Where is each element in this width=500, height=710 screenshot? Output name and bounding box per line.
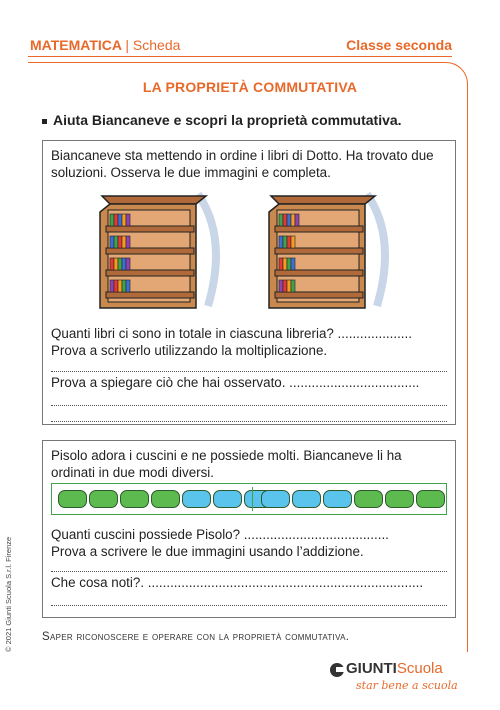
giunti-g-icon (330, 663, 344, 677)
doc-type-label: Scheda (132, 37, 181, 53)
subject-label: MATEMATICA (30, 37, 122, 53)
exercise-1-question-3: Prova a spiegare ciò che hai osservato. ................................... (51, 375, 420, 390)
exercise-2-question-1: Quanti cuscini possiede Pisolo? ....................................... (51, 527, 389, 542)
bullet-icon (42, 119, 47, 124)
exercise-1-intro: Biancaneve sta mettendo in ordine i libri di Dotto. Ha trovato due soluzioni. Osserva le due immagini e completa. (51, 148, 434, 180)
pillow-green (89, 490, 118, 508)
pillow-blue (292, 490, 321, 508)
answer-line[interactable] (51, 371, 447, 372)
pillow-green (151, 490, 180, 508)
copyright-notice: © 2021 Giunti Scuola S.r.l. Firenze (4, 536, 13, 652)
pillow-green (385, 490, 414, 508)
strip-divider (252, 487, 253, 511)
logo-tagline: star bene a scuola (356, 679, 458, 692)
grade-label: Classe seconda (346, 37, 452, 53)
header-separator: | (125, 37, 130, 53)
exercise-1-box (42, 140, 456, 425)
answer-line[interactable] (51, 405, 447, 406)
logo-text-giunti: GIUNTI (346, 660, 397, 677)
answer-line[interactable] (51, 571, 447, 572)
exercise-2-intro: Pisolo adora i cuscini e ne possiede molti. Biancaneve li ha ordinati in due modi diversi. (51, 448, 402, 480)
bookshelf-2-illustration (257, 188, 409, 312)
bookshelf-1-illustration (88, 188, 240, 312)
logo-text-scuola: Scuola (396, 660, 443, 677)
exercise-1-question-1: Quanti libri ci sono in totale in ciascuna libreria? .................... (51, 326, 412, 341)
pillow-blue (182, 490, 211, 508)
pillow-green (120, 490, 149, 508)
answer-line[interactable] (51, 605, 447, 606)
page-title: LA PROPRIETÀ COMMUTATIVA (142, 79, 358, 95)
pillow-blue (261, 490, 290, 508)
exercise-2-question-2: Prova a scrivere le due immagini usando l’addizione. (51, 544, 364, 559)
learning-goal: Saper riconoscere e operare con la proprietà commutativa. (42, 631, 350, 643)
exercise-2-box (42, 440, 456, 618)
pillows-strip (51, 483, 447, 515)
pillow-green (58, 490, 87, 508)
pillow-green (416, 490, 445, 508)
instruction-text: Aiuta Biancaneve e scopri la proprietà commutativa. (53, 112, 402, 128)
header-subject (30, 37, 180, 53)
exercise-2-question-3: Che cosa noti?. .......................................................................... (51, 575, 424, 590)
pillow-green (354, 490, 383, 508)
pillow-blue (323, 490, 352, 508)
header-rule (28, 56, 452, 57)
exercise-1-question-2: Prova a scriverlo utilizzando la moltiplicazione. (51, 343, 328, 358)
instruction (42, 112, 402, 128)
answer-line[interactable] (51, 421, 447, 422)
pillow-blue (213, 490, 242, 508)
